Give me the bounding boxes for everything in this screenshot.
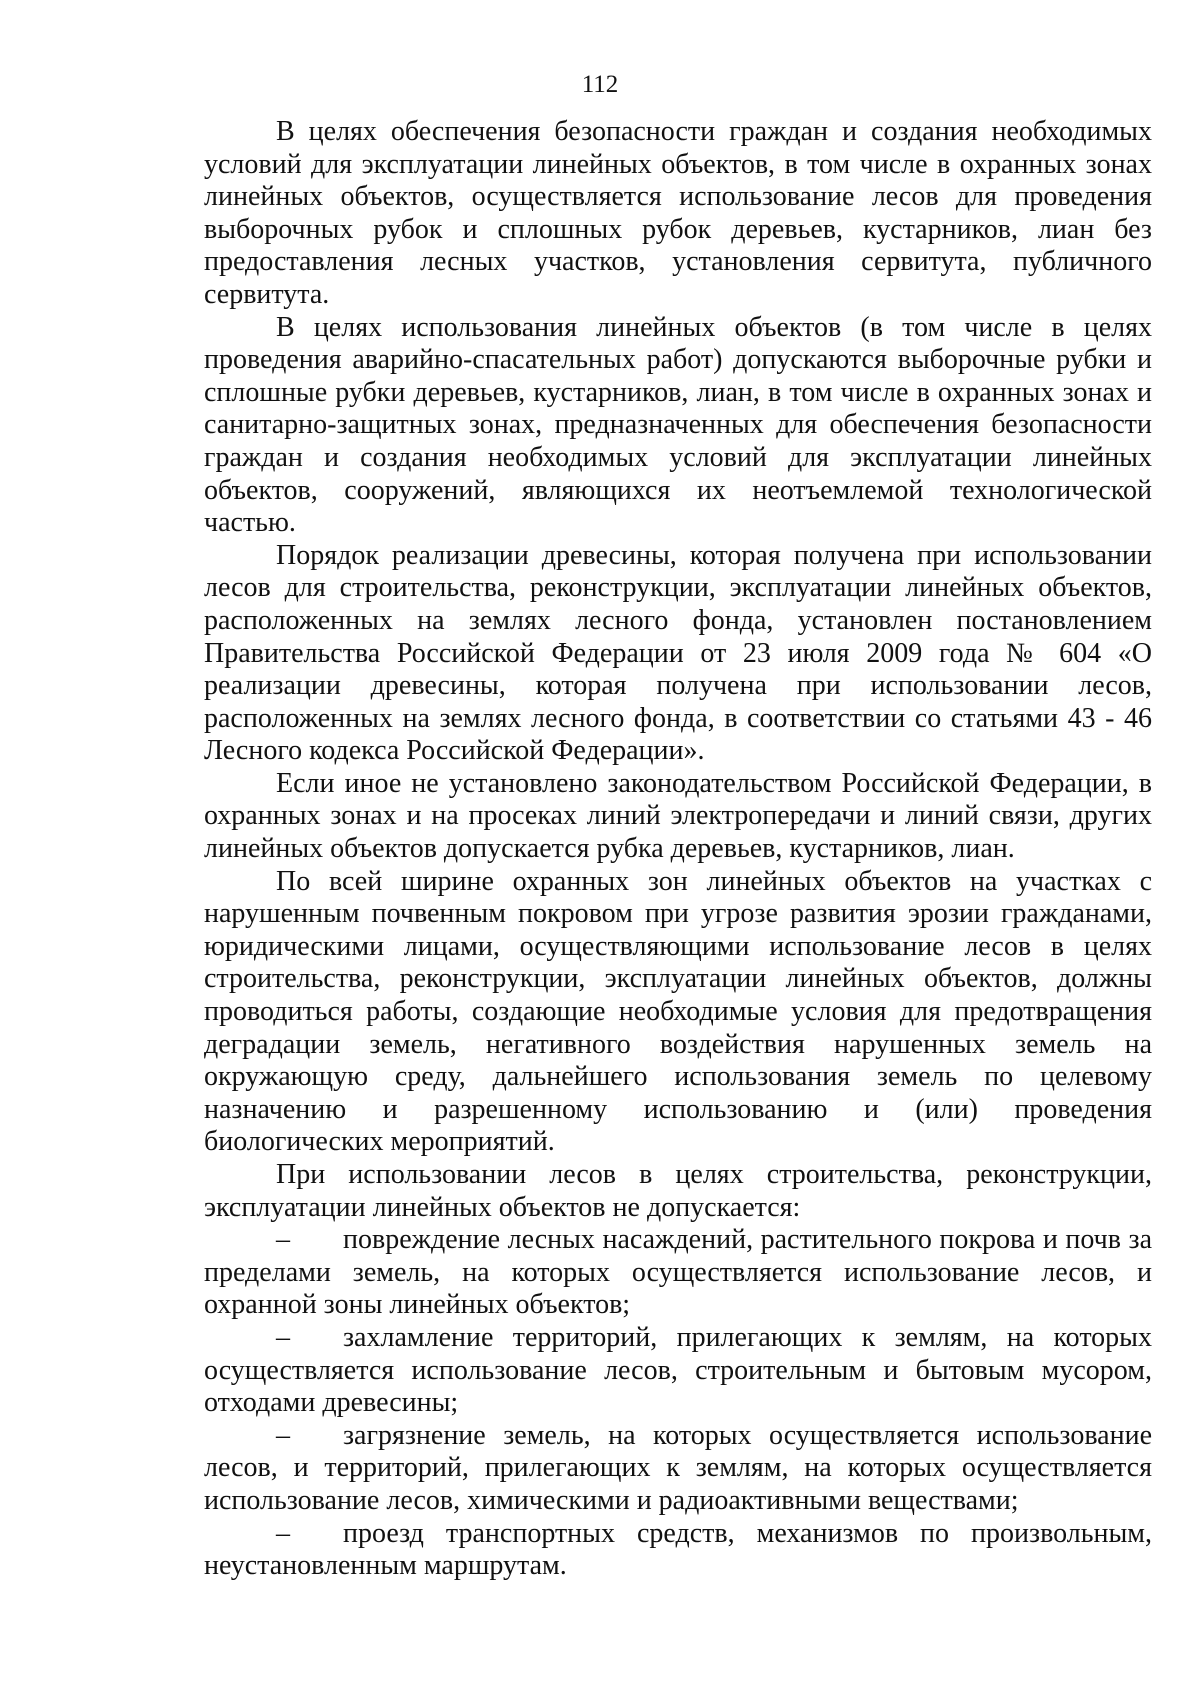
list-item <box>204 1224 1152 1322</box>
list-item-text: захламление территорий, прилегающих к землям, на которых осуществляется использование лесов, строительным и бытовым мусором, отходами древесины; <box>204 1321 1152 1419</box>
page-number: 112 <box>581 71 619 98</box>
paragraph: Если иное не установлено законодательством Российской Федерации, в охранных зонах и на просеках линий электропередачи и линий связи, других линейных объектов допускается рубка деревьев, кустарников, лиан. <box>204 767 1152 865</box>
bullet-dash: – <box>276 1321 290 1353</box>
list-item <box>204 1518 1152 1583</box>
paragraph: В целях обеспечения безопасности граждан и создания необходимых условий для эксплуатации линейных объектов, в том числе в охранных зонах линейных объектов, осуществляется использование лесов для проведения выборочных рубок и сплошных рубок деревьев, кустарников, лиан без предоставления лесных участков, установления сервитута, публичного сервитута. <box>204 116 1152 310</box>
list-item-text: повреждение лесных насаждений, растительного покрова и почв за пределами земель, на которых осуществляется использование лесов, и охранной зоны линейных объектов; <box>204 1224 1152 1321</box>
document-body <box>204 116 1152 1583</box>
paragraph: В целях использования линейных объектов (в том числе в целях проведения аварийно-спасательных работ) допускаются выборочные рубки и сплошные рубки деревьев, кустарников, лиан, в том числе в охранных зонах и санитарно-защитных зонах, предназначенных для обеспечения безопасности граждан и создания необходимых условий для эксплуатации линейных объектов, сооружений, являющихся их неотъемлемой технологической частью. <box>204 311 1152 539</box>
bullet-dash: – <box>276 1419 290 1451</box>
list-item-text: загрязнение земель, на которых осуществляется использование лесов, и территорий, прилегающих к землям, на которых осуществляется использование лесов, химическими и радиоактивными веществами; <box>204 1419 1152 1516</box>
paragraph: При использовании лесов в целях строительства, реконструкции, эксплуатации линейных объектов не допускается: <box>204 1159 1152 1223</box>
list-item <box>204 1322 1152 1420</box>
bullet-dash: – <box>276 1517 290 1549</box>
paragraph: Порядок реализации древесины, которая получена при использовании лесов для строительства, реконструкции, эксплуатации линейных объектов, расположенных на землях лесного фонда, установлен постановлением Правительства Российской Федерации от 23 июля 2009 года № 604 «О реализации древесины, которая получена при использовании лесов, расположенных на землях лесного фонда, в соответствии со статьями 43 - 46 Лесного кодекса Российской Федерации». <box>204 539 1152 767</box>
bullet-dash: – <box>276 1224 290 1256</box>
list-item <box>204 1420 1152 1518</box>
paragraph: По всей ширине охранных зон линейных объектов на участках с нарушенным почвенным покровом при угрозе развития эрозии гражданами, юридическими лицами, осуществляющими использование лесов в целях строительства, реконструкции, эксплуатации линейных объектов, должны проводиться работы, создающие необходимые условия для предотвращения деградации земель, негативного воздействия нарушенных земель на окружающую среду, дальнейшего использования земель по целевому назначению и разрешенному использованию и (или) проведения биологических мероприятий. <box>204 865 1152 1158</box>
list-item-text: проезд транспортных средств, механизмов по произвольным, неустановленным маршрутам. <box>204 1517 1152 1582</box>
